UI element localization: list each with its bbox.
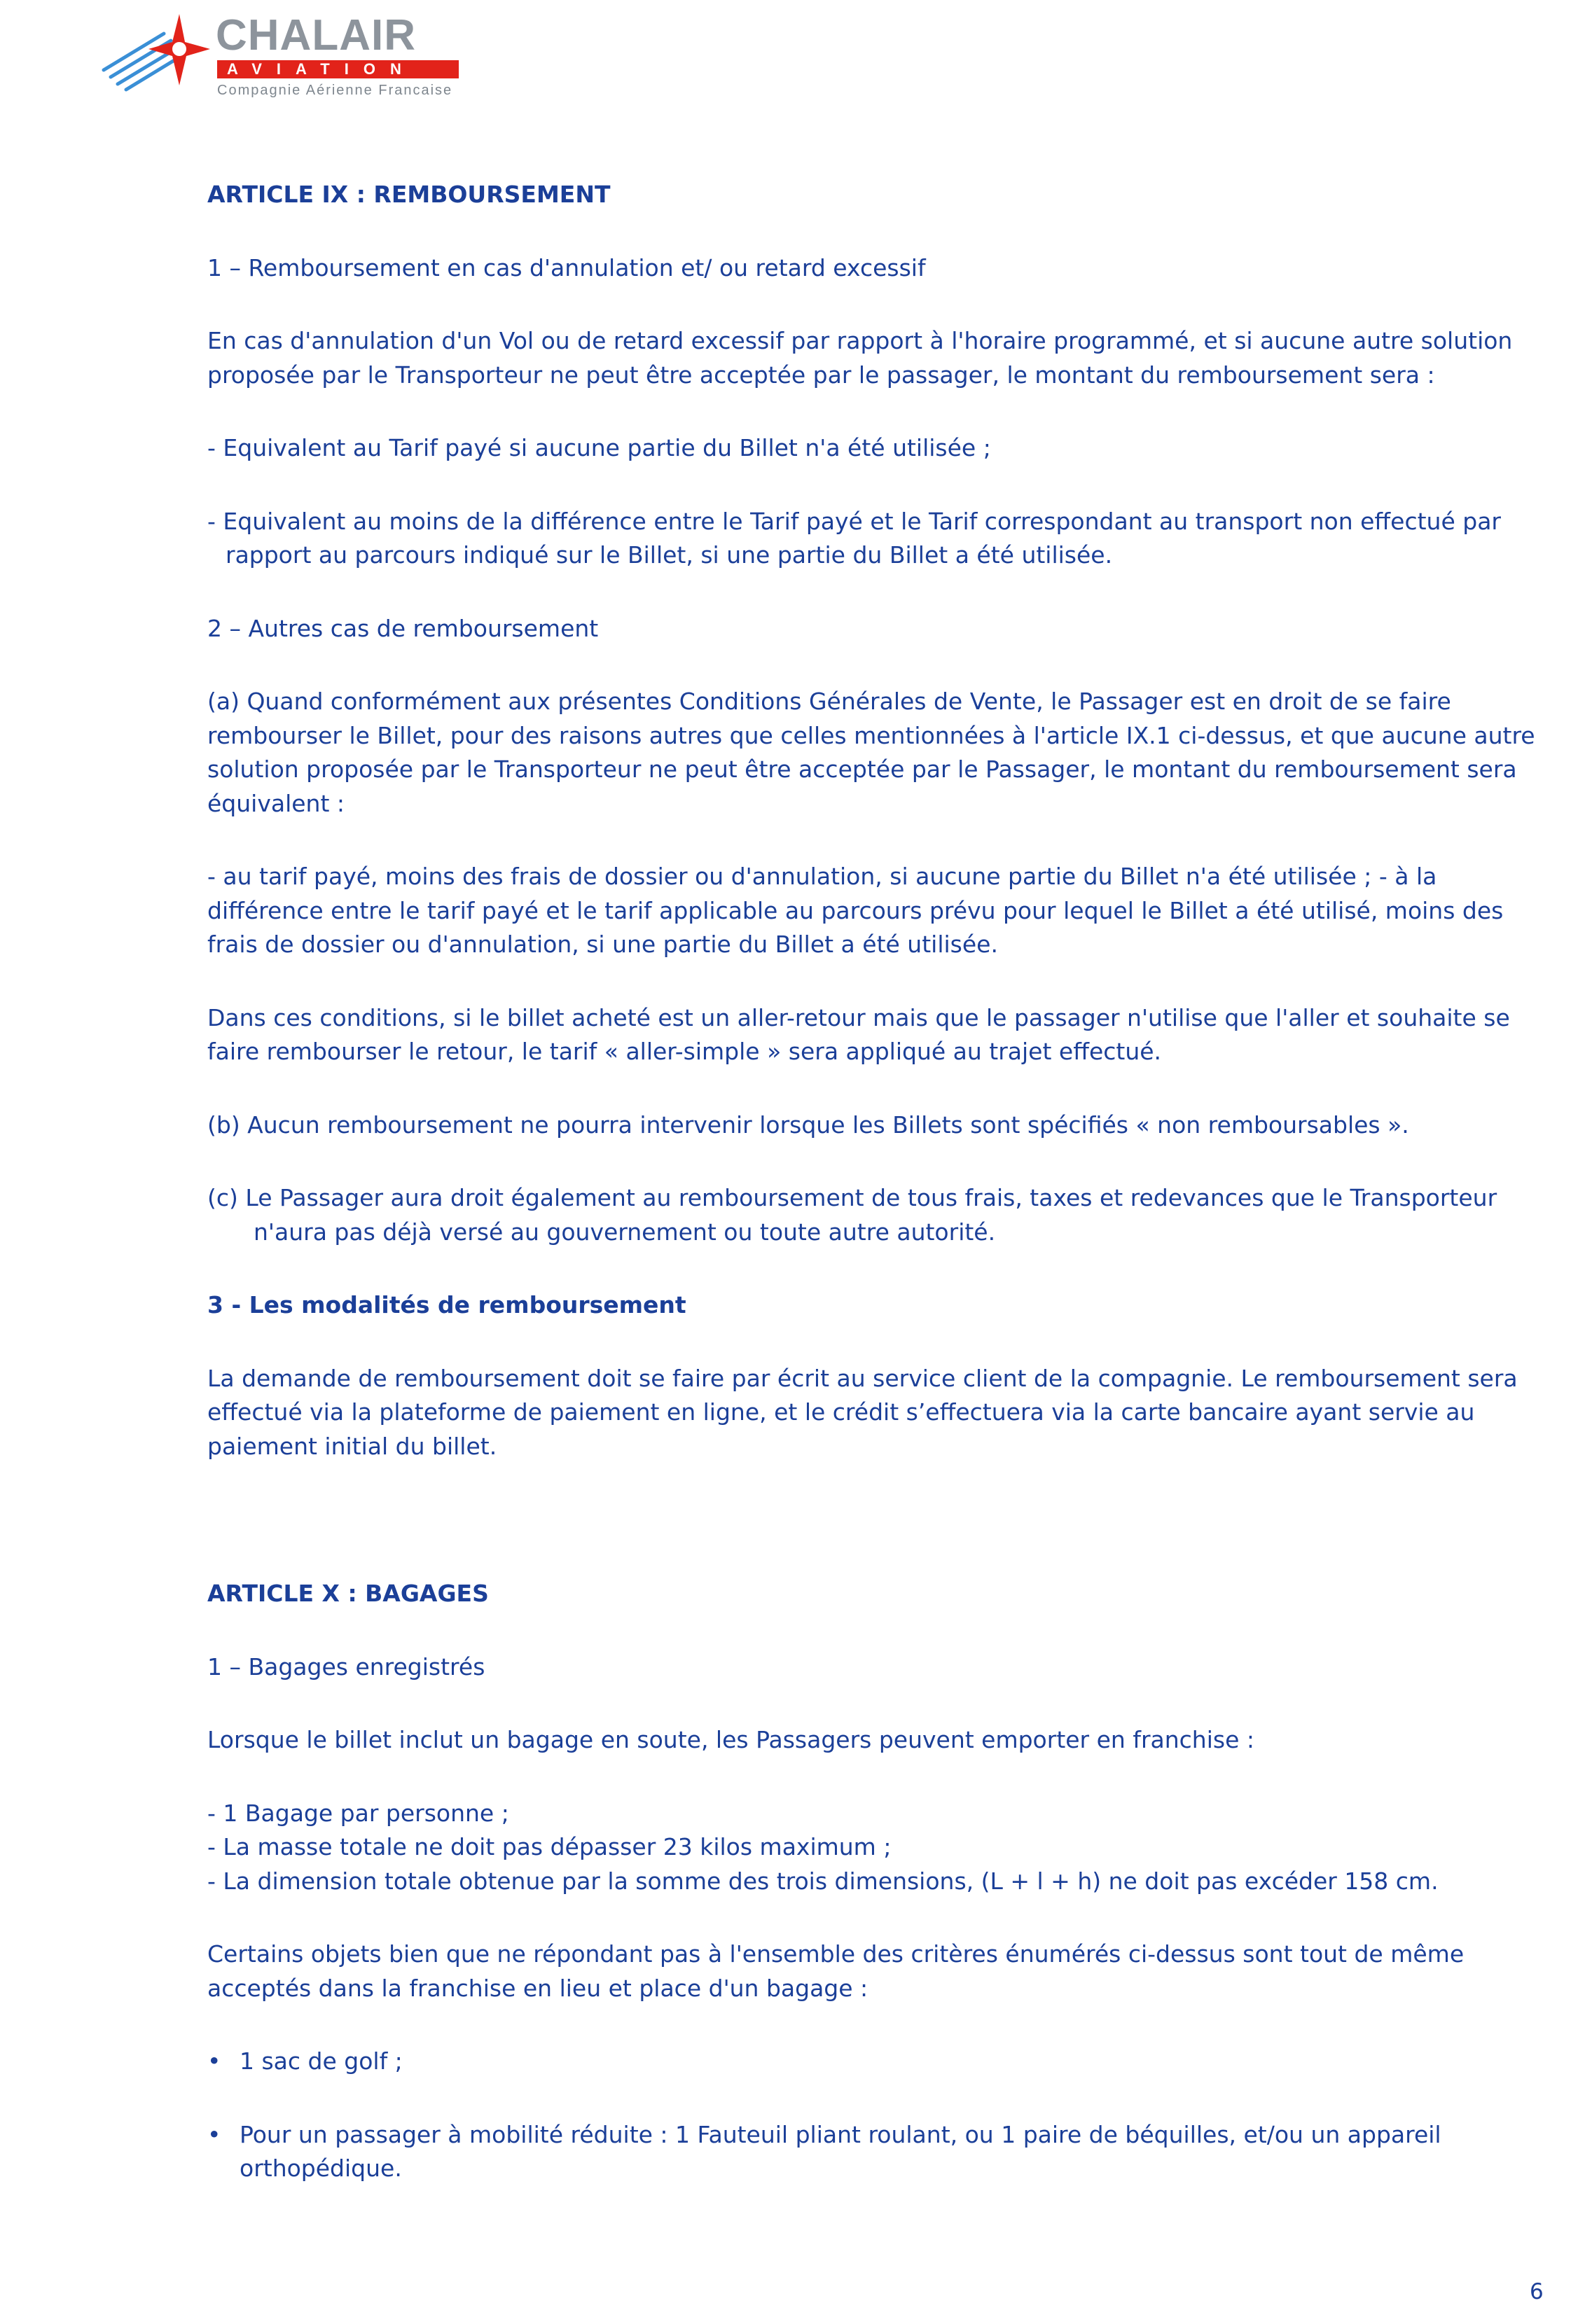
section-1-title: 1 – Remboursement en cas d'annulation et/ ou retard excessif — [207, 253, 926, 281]
clause-b: (b) Aucun remboursement ne pourra intervenir lorsque les Billets sont spécifiés « non remboursables ». — [207, 1111, 1409, 1139]
logo-tagline: Compagnie Aérienne Francaise — [217, 83, 453, 98]
logo-name: CHALAIR — [216, 11, 416, 60]
article-9-title: ARTICLE IX : REMBOURSEMENT — [207, 181, 611, 208]
list-item: - 1 Bagage par personne ; — [207, 1799, 509, 1827]
bullet-text: Pour un passager à mobilité réduite : 1 Fauteuil pliant roulant, ou 1 paire de béquilles, et/ou un appareil orthopédique. — [240, 2120, 1441, 2182]
bullet-item — [207, 2118, 1553, 2186]
article-10-title: ARTICLE X : BAGAGES — [207, 1580, 489, 1607]
section-2-title: 2 – Autres cas de remboursement — [207, 614, 599, 642]
clause-a-list: - au tarif payé, moins des frais de dossier ou d'annulation, si aucune partie du Billet n'a été utilisée ; - à la différence entre le tarif payé et le tarif applicable au parcours prévu pour lequel le Billet a été utilisé, moins des frais de dossier ou d'annulation, si une partie du Billet a été utilisée. — [207, 863, 1504, 958]
list-item: - La masse totale ne doit pas dépasser 23 kilos maximum ; — [207, 1833, 892, 1860]
section-1-paragraph: En cas d'annulation d'un Vol ou de retard excessif par rapport à l'horaire programmé, et si aucune autre solution proposée par le Transporteur ne peut être acceptée par le passager, le montant du remboursement sera : — [207, 327, 1513, 389]
list-item: - La dimension totale obtenue par la somme des trois dimensions, (L + l + h) ne doit pas excéder 158 cm. — [207, 1867, 1439, 1895]
bullet-icon: • — [207, 2120, 221, 2148]
logo-subtitle: AVIATION — [217, 60, 459, 78]
document-body — [207, 178, 1553, 2225]
bullet-icon: • — [207, 2047, 221, 2075]
return-ticket-condition: Dans ces conditions, si le billet acheté est un aller-retour mais que le passager n'utilise que l'aller et souhaite se faire rembourser le retour, le tarif « aller-simple » sera appliqué au trajet effectué. — [207, 1003, 1510, 1065]
section-3-title: 3 - Les modalités de remboursement — [207, 1291, 686, 1318]
refund-item-partial: - Equivalent au moins de la différence entre le Tarif payé et le Tarif correspondant au transport non effectué par rapport au parcours indiqué sur le Billet, si une partie du Billet a été utilisée. — [207, 507, 1502, 569]
section-3-paragraph: La demande de remboursement doit se faire par écrit au service client de la compagnie. Le remboursement sera effectué via la plateforme de paiement en ligne, et le crédit s’effectuera via la carte bancaire ayant servie au paiement initial du billet. — [207, 1364, 1518, 1460]
logo-star-icon — [97, 13, 216, 104]
exceptions-paragraph: Certains objets bien que ne répondant pas à l'ensemble des critères énumérés ci-dessus sont tout de même acceptés dans la franchise en lieu et place d'un bagage : — [207, 1940, 1465, 2002]
company-logo — [97, 13, 503, 104]
baggage-paragraph: Lorsque le billet inclut un bagage en soute, les Passagers peuvent emporter en franchise : — [207, 1726, 1254, 1753]
baggage-section-title: 1 – Bagages enregistrés — [207, 1652, 485, 1681]
bullet-item — [207, 2045, 1553, 2079]
clause-a: (a) Quand conformément aux présentes Conditions Générales de Vente, le Passager est en droit de se faire rembourser le Billet, pour des raisons autres que celles mentionnées à l'article IX.1 ci-dessus, et que aucune autre solution proposée par le Transporteur ne peut être acceptée par le Passager, le montant du remboursement sera équivalent : — [207, 688, 1535, 817]
baggage-allowance-list — [207, 1797, 1553, 1899]
page-number: 6 — [1530, 2279, 1544, 2304]
refund-item-unused: - Equivalent au Tarif payé si aucune partie du Billet n'a été utilisée ; — [207, 434, 991, 461]
clause-c: (c) Le Passager aura droit également au remboursement de tous frais, taxes et redevances que le Transporteur n'aura pas déjà versé au gouvernement ou toute autre autorité. — [207, 1184, 1497, 1246]
article-spacer — [207, 1503, 1553, 1577]
bullet-text: 1 sac de golf ; — [240, 2047, 403, 2075]
